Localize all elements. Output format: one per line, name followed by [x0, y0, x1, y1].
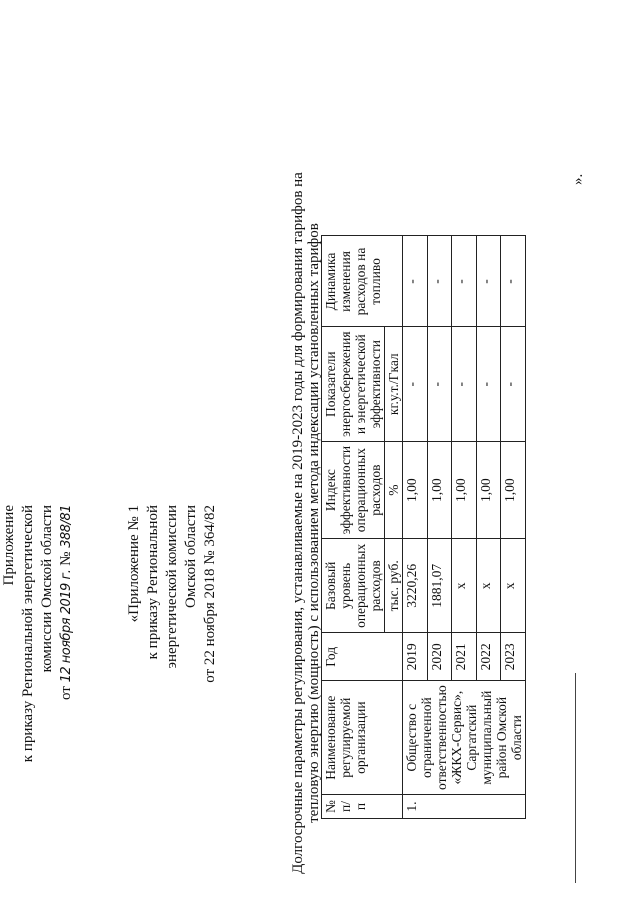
- closing-mark: ».: [570, 173, 586, 185]
- table-row: [403, 236, 428, 819]
- footer-rule: [575, 673, 576, 883]
- appendix-line-1: к приказу Региональной энергетической: [20, 505, 36, 763]
- header-dynamics: Динамика изменения расходов на топливо: [322, 236, 403, 327]
- base-cell: 3220,26: [403, 539, 428, 633]
- unit-index: %: [385, 441, 403, 538]
- prev-appendix-line-4: от 22 ноября 2018 № 364/82: [202, 505, 218, 683]
- header-num: № п/п: [322, 795, 403, 819]
- year-cell: 2021: [452, 633, 477, 681]
- base-cell: 1881,07: [427, 539, 452, 633]
- prev-appendix-line-2: энергетической комиссии: [164, 505, 180, 669]
- header-org: Наименование регулируемой организации: [322, 681, 403, 795]
- year-cell: 2019: [403, 633, 428, 681]
- year-cell: 2020: [427, 633, 452, 681]
- organization-name: Общество с ограниченной ответственностью «ЖКХ-Сервис», Саргатский муниципальный район Омской области: [403, 681, 526, 795]
- energy-cell: -: [452, 327, 477, 441]
- header-base: Базовый уровень операционных расходов: [322, 539, 385, 633]
- index-cell: 1,00: [403, 441, 428, 538]
- dynamics-cell: -: [403, 236, 428, 327]
- header-year: Год: [322, 633, 403, 681]
- dynamics-cell: -: [427, 236, 452, 327]
- year-cell: 2023: [501, 633, 526, 681]
- appendix-line-2: комиссии Омской области: [39, 505, 55, 673]
- dynamics-cell: -: [452, 236, 477, 327]
- energy-cell: -: [476, 327, 501, 441]
- parameters-table: [321, 235, 526, 819]
- energy-cell: -: [501, 327, 526, 441]
- table-caption: Долгосрочные параметры регулирования, устанавливаемые на 2019-2023 годы для формирования тарифов на тепловую энергию (мощность) с использованием метода индексации установленных тарифов: [290, 172, 322, 874]
- appendix-header: [0, 505, 76, 805]
- energy-cell: -: [403, 327, 428, 441]
- year-cell: 2022: [476, 633, 501, 681]
- index-cell: 1,00: [427, 441, 452, 538]
- base-cell: х: [476, 539, 501, 633]
- index-cell: 1,00: [476, 441, 501, 538]
- row-number: 1.: [403, 795, 526, 819]
- handwritten-number: 388/81: [59, 505, 74, 548]
- header-energy: Показатели энергосбережения и энергетической эффективности: [322, 327, 385, 441]
- from-prefix: от: [58, 686, 74, 701]
- prev-appendix-title: «Приложение № 1: [126, 505, 142, 623]
- unit-base: тыс. руб.: [385, 539, 403, 633]
- index-cell: 1,00: [452, 441, 477, 538]
- header-row: [322, 236, 385, 819]
- prev-appendix-line-1: к приказу Региональной: [145, 505, 161, 660]
- previous-appendix-header: [125, 505, 220, 805]
- appendix-title: Приложение: [1, 505, 17, 586]
- index-cell: 1,00: [501, 441, 526, 538]
- energy-cell: -: [427, 327, 452, 441]
- dynamics-cell: -: [476, 236, 501, 327]
- unit-energy: кг.у.т./Гкал: [385, 327, 403, 441]
- appendix-date-line: [57, 505, 76, 805]
- base-cell: х: [452, 539, 477, 633]
- number-prefix: №: [58, 551, 74, 566]
- dynamics-cell: -: [501, 236, 526, 327]
- handwritten-date: 12 ноября 2019 г.: [59, 569, 74, 683]
- base-cell: х: [501, 539, 526, 633]
- header-index: Индекс эффективности операционных расходов: [322, 441, 385, 538]
- prev-appendix-line-3: Омской области: [183, 505, 199, 608]
